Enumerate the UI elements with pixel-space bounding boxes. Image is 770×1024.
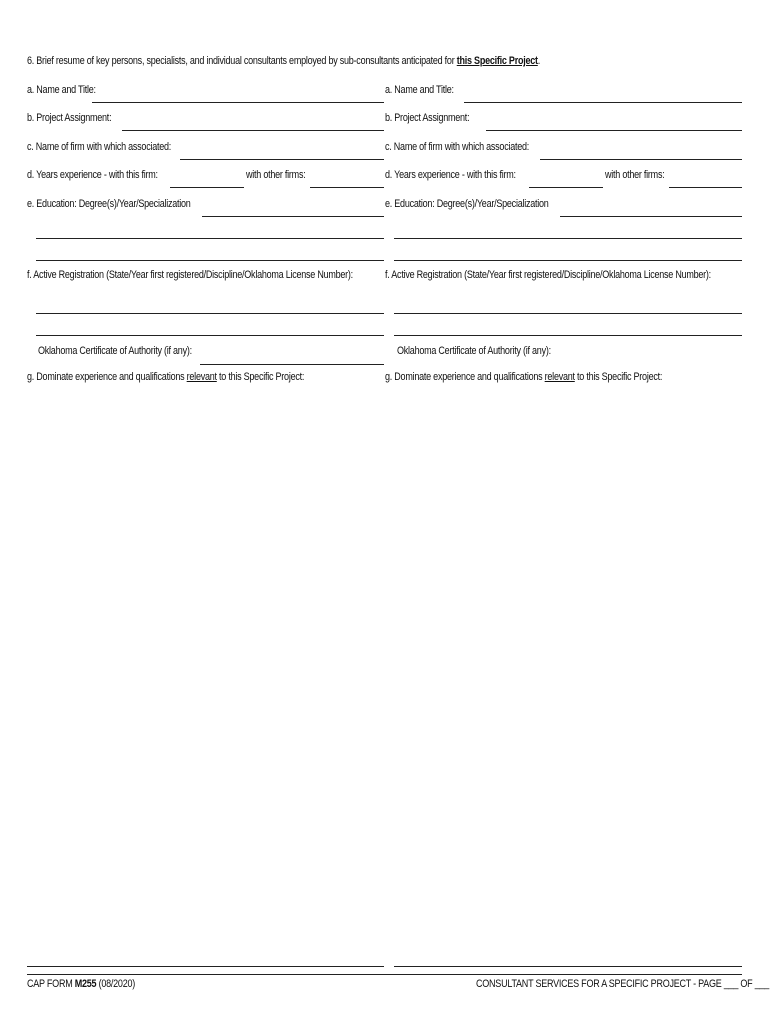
left-name-title-field[interactable] [92,90,384,102]
left-experience-text: g. Dominate experience and qualifications [27,371,187,383]
left-registration-underline-2 [36,335,384,336]
right-project-assignment-underline [486,130,742,131]
left-years-this-firm-underline [170,187,244,188]
right-years-other-firms-label: with other firms: [605,169,665,181]
form-number: M255 [74,978,97,990]
form-date: (08/2020) [96,978,135,990]
left-firm-label: c. Name of firm with which associated: [27,141,172,153]
footer-rule [27,974,742,975]
left-education-underline-2 [36,238,384,239]
right-experience-emphasis: relevant [544,371,575,383]
right-name-title-label: a. Name and Title: [385,84,454,96]
left-years-other-firms-underline [310,187,384,188]
left-certificate-field[interactable] [200,352,384,364]
right-firm-field[interactable] [540,147,742,159]
right-name-title-field[interactable] [464,90,742,102]
left-registration-underline [36,313,384,314]
left-experience-emphasis: relevant [186,371,217,383]
right-certificate-label: Oklahoma Certificate of Authority (if any): [397,345,551,357]
right-registration-field-2[interactable] [394,323,742,335]
page-label: CONSULTANT SERVICES FOR A SPECIFIC PROJECT - PAGE ___ OF ___ [476,978,770,990]
right-education-underline-2 [394,238,742,239]
left-years-this-firm-label: d. Years experience - with this firm: [27,169,158,181]
right-name-title-underline [464,102,742,103]
left-education-field-3[interactable] [36,248,384,260]
left-experience-bottom-line [27,966,384,967]
left-registration-field-2[interactable] [36,323,384,335]
left-firm-underline [180,159,384,160]
section-heading [27,55,540,67]
right-education-underline-3 [394,260,742,261]
section-heading-text: 6. Brief resume of key persons, specialists, and individual consultants employed by sub-consultants anticipated for [27,55,457,67]
left-experience-field[interactable] [27,390,384,960]
right-registration-label: f. Active Registration (State/Year first registered/Discipline/Oklahoma License Number): [385,269,711,281]
right-years-this-firm-underline [529,187,603,188]
left-registration-field[interactable] [36,301,384,313]
left-certificate-underline [200,364,384,365]
left-years-this-firm-field[interactable] [170,175,244,187]
right-registration-underline [394,313,742,314]
form-id-prefix: CAP FORM [27,978,75,990]
right-years-this-firm-field[interactable] [529,175,603,187]
right-registration-underline-2 [394,335,742,336]
right-experience-suffix: to this Specific Project: [574,371,663,383]
left-registration-label: f. Active Registration (State/Year first registered/Discipline/Oklahoma License Number): [27,269,353,281]
left-project-assignment-label: b. Project Assignment: [27,112,112,124]
left-project-assignment-field[interactable] [122,118,384,130]
right-years-other-firms-underline [669,187,742,188]
left-education-underline [202,216,384,217]
left-education-field[interactable] [202,204,384,216]
right-education-field-3[interactable] [394,248,742,260]
right-experience-text: g. Dominate experience and qualifications [385,371,545,383]
right-project-assignment-label: b. Project Assignment: [385,112,470,124]
left-name-title-label: a. Name and Title: [27,84,96,96]
left-education-label: e. Education: Degree(s)/Year/Specialization [27,198,191,210]
left-experience-label [27,371,304,383]
right-registration-field[interactable] [394,301,742,313]
right-firm-label: c. Name of firm with which associated: [385,141,530,153]
left-firm-field[interactable] [180,147,384,159]
right-experience-field[interactable] [385,390,742,960]
left-education-underline-3 [36,260,384,261]
right-education-underline [560,216,742,217]
right-education-field-2[interactable] [394,226,742,238]
right-firm-underline [540,159,742,160]
right-education-label: e. Education: Degree(s)/Year/Specialization [385,198,549,210]
right-years-other-firms-field[interactable] [669,175,742,187]
right-experience-label [385,371,662,383]
left-project-assignment-underline [122,130,384,131]
right-education-field[interactable] [560,204,742,216]
left-name-title-underline [92,102,384,103]
left-years-other-firms-field[interactable] [310,175,384,187]
right-project-assignment-field[interactable] [486,118,742,130]
right-experience-bottom-line [394,966,742,967]
left-certificate-label: Oklahoma Certificate of Authority (if any): [38,345,192,357]
section-heading-suffix: . [537,55,541,67]
section-heading-emphasis: this Specific Project [456,55,538,67]
right-years-this-firm-label: d. Years experience - with this firm: [385,169,516,181]
left-experience-suffix: to this Specific Project: [216,371,305,383]
left-years-other-firms-label: with other firms: [246,169,306,181]
form-id [27,978,135,990]
left-education-field-2[interactable] [36,226,384,238]
right-certificate-field[interactable] [560,352,742,364]
